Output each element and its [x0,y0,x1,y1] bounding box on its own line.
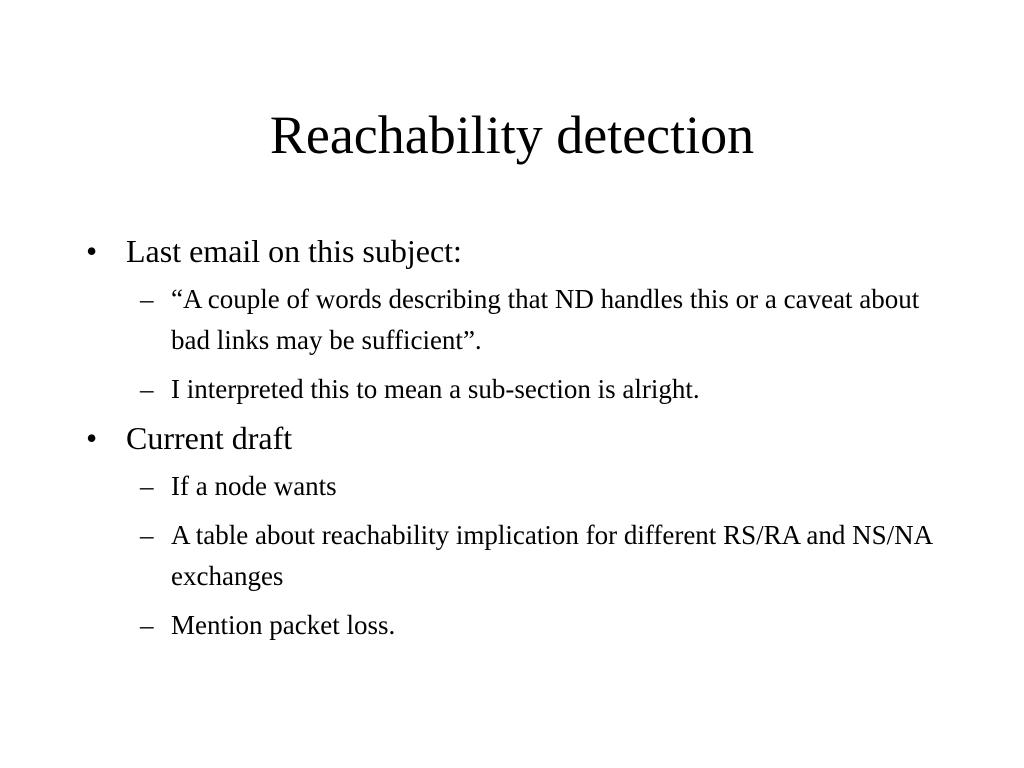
slide-title: Reachability detection [269,105,755,165]
dash-icon: – [140,471,154,501]
dash-icon: – [140,284,154,314]
bullet-icon: • [86,420,98,456]
sub-bullet-item [126,605,946,646]
sub-bullet-text: If a node wants [171,471,337,501]
sub-bullet-list [126,466,946,646]
sub-bullet-item [126,466,946,507]
bullet-item [86,418,946,646]
dash-icon: – [140,520,154,550]
bullet-item [86,231,946,410]
sub-bullet-text: Mention packet loss. [171,610,396,640]
bullet-text: Last email on this subject: [126,233,462,269]
dash-icon: – [140,374,154,404]
sub-bullet-item [126,369,946,410]
sub-bullet-item [126,279,946,361]
sub-bullet-text: “A couple of words describing that ND handles this or a caveat about bad links may be sufficient”. [171,284,920,355]
sub-bullet-list [126,279,946,410]
bullet-icon: • [86,233,98,269]
bullet-text: Current draft [126,420,293,456]
bullet-list [86,231,946,654]
sub-bullet-text: I interpreted this to mean a sub-section is alright. [171,374,700,404]
sub-bullet-item [126,515,946,597]
dash-icon: – [140,610,154,640]
sub-bullet-text: A table about reachability implication for different RS/RA and NS/NA exchanges [171,520,932,591]
